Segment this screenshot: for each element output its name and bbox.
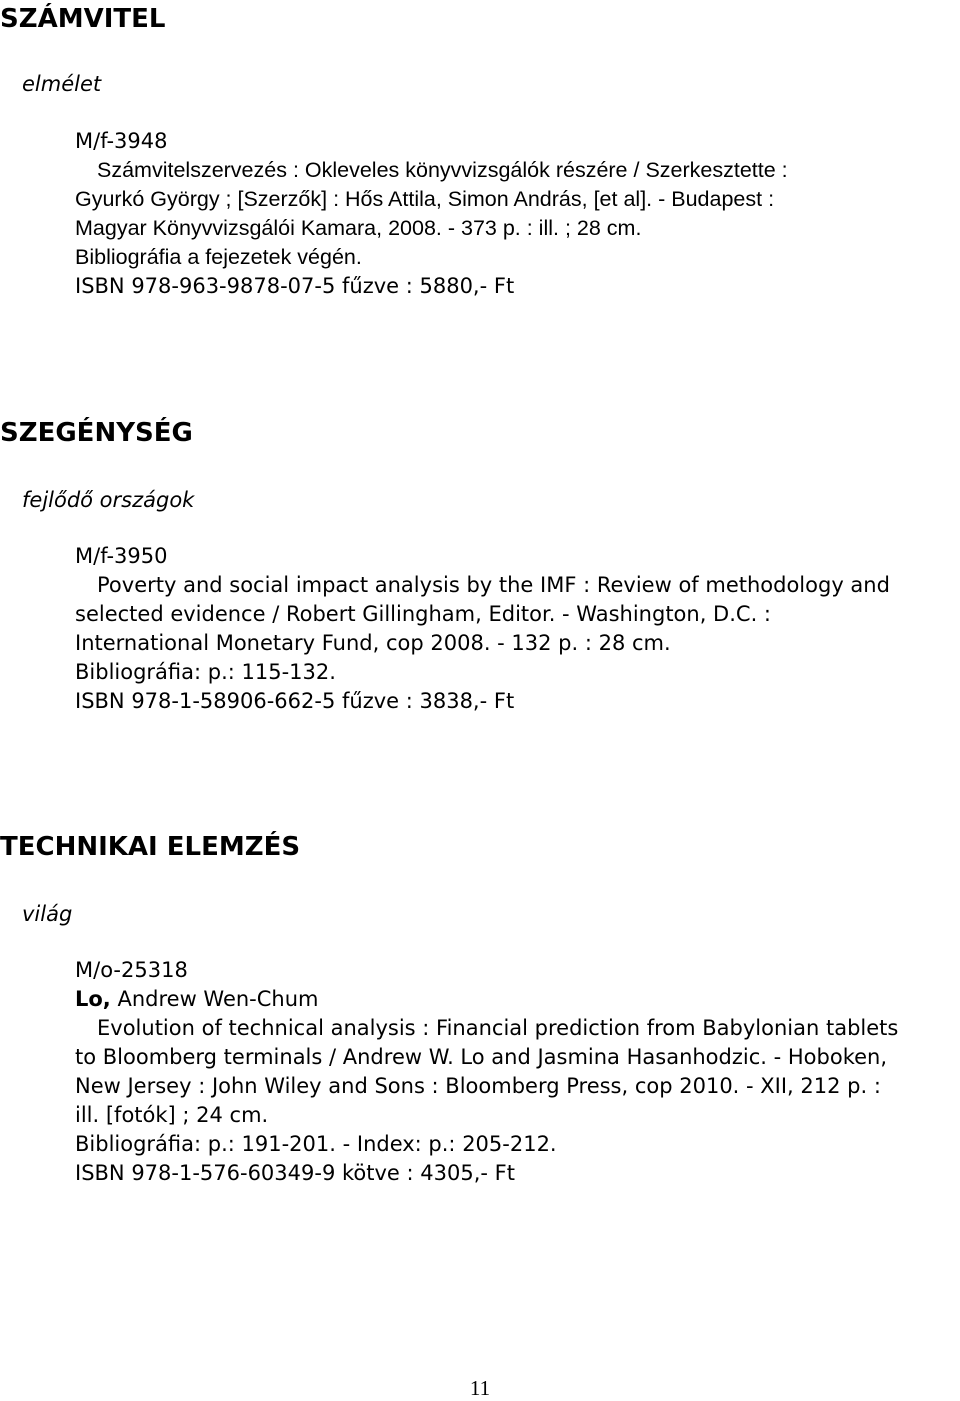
entry-line: Bibliográfia a fejezetek végén. (75, 245, 362, 269)
subject-subheading-elmelet: elmélet (22, 72, 102, 96)
entry-line: Gyurkó György ; [Szerzők] : Hős Attila, Simon András, [et al]. - Budapest : (75, 187, 775, 211)
entry-line: Bibliográfia: p.: 191-201. - Index: p.: 205-212. (75, 1132, 557, 1156)
section-heading-technikai-elemzes: TECHNIKAI ELEMZÉS (0, 832, 301, 862)
entry-line: Poverty and social impact analysis by the IMF : Review of methodology and (97, 573, 890, 597)
section-heading-szegenyseg: SZEGÉNYSÉG (0, 418, 193, 448)
entry-line: Bibliográfia: p.: 115-132. (75, 660, 336, 684)
entry-line: selected evidence / Robert Gillingham, Editor. - Washington, D.C. : (75, 602, 771, 626)
page-number: 11 (469, 1376, 491, 1400)
catalog-entry-m-f-3950 (75, 542, 960, 716)
isbn-line: ISBN 978-963-9878-07-5 fűzve : 5880,- Ft (75, 274, 515, 298)
entry-line: Számvitelszervezés : Okleveles könyvvizsgálók részére / Szerkesztette : (97, 158, 788, 182)
subject-subheading-vilag: világ (22, 902, 73, 926)
entry-line: Evolution of technical analysis : Financial prediction from Babylonian tablets (97, 1016, 899, 1040)
entry-line: New Jersey : John Wiley and Sons : Bloomberg Press, cop 2010. - XII, 212 p. : (75, 1074, 881, 1098)
call-number: M/f-3950 (75, 544, 168, 568)
entry-line: ill. [fotók] ; 24 cm. (75, 1103, 269, 1127)
section-heading-szamvitel: SZÁMVITEL (0, 4, 166, 34)
entry-line: International Monetary Fund, cop 2008. - 132 p. : 28 cm. (75, 631, 671, 655)
isbn-line: ISBN 978-1-576-60349-9 kötve : 4305,- Ft (75, 1161, 515, 1185)
isbn-line: ISBN 978-1-58906-662-5 fűzve : 3838,- Ft (75, 689, 515, 713)
entry-line: Magyar Könyvvizsgálói Kamara, 2008. - 373 p. : ill. ; 28 cm. (75, 216, 642, 240)
entry-line: to Bloomberg terminals / Andrew W. Lo and Jasmina Hasanhodzic. - Hoboken, (75, 1045, 888, 1069)
catalog-entry-m-o-25318 (75, 956, 960, 1188)
call-number: M/f-3948 (75, 129, 168, 153)
author-line (75, 985, 960, 1014)
catalog-entry-m-f-3948 (75, 127, 960, 301)
author-given-name: Andrew Wen-Chum (110, 987, 319, 1011)
subject-subheading-fejlodo-orszagok: fejlődő országok (22, 488, 195, 512)
author-surname: Lo, (75, 987, 111, 1011)
call-number: M/o-25318 (75, 958, 188, 982)
